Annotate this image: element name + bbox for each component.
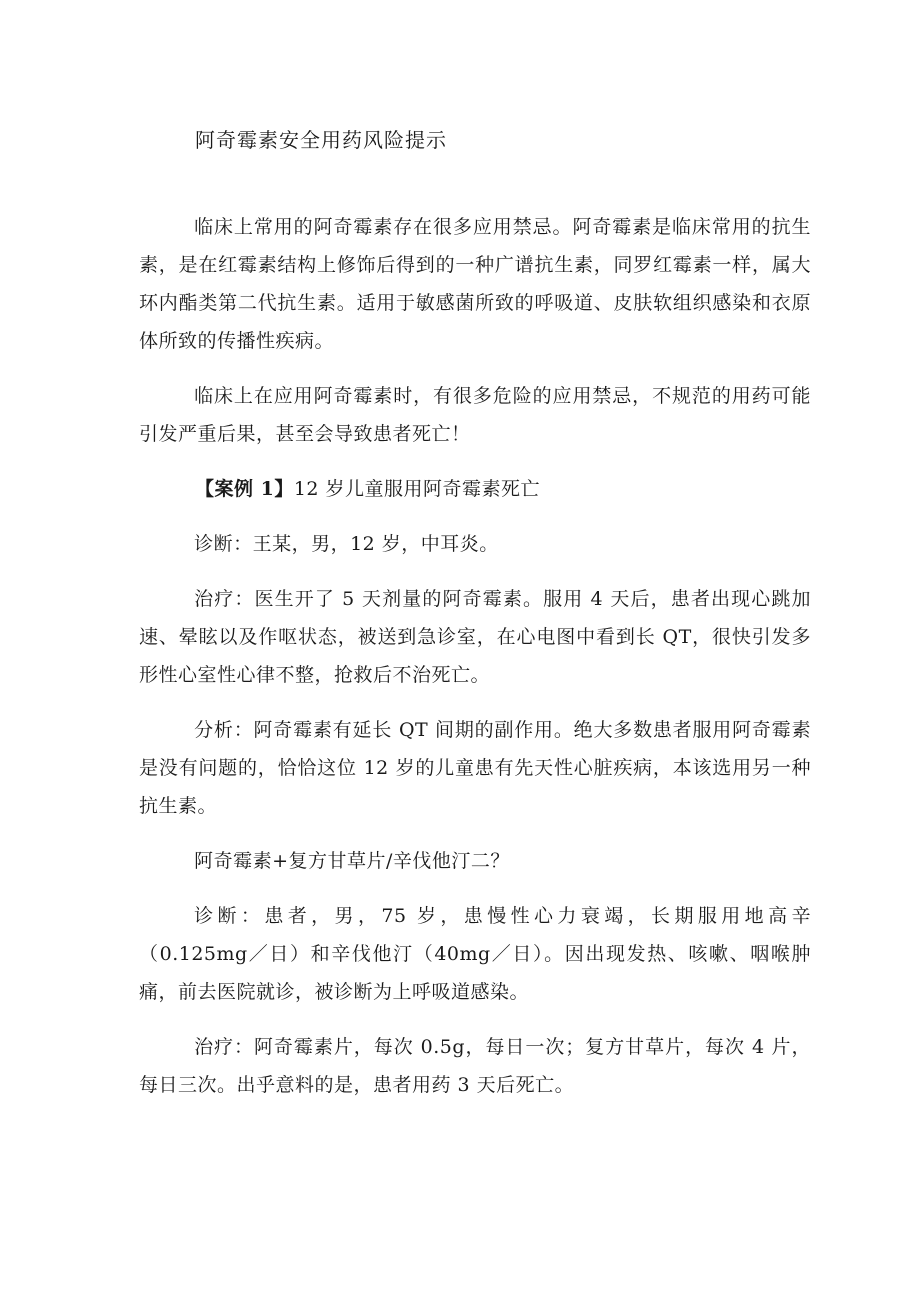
case1-heading: 12 岁儿童服用阿奇霉素死亡 xyxy=(293,478,541,500)
case2-heading: 阿奇霉素+复方甘草片/辛伐他汀二？ xyxy=(194,850,510,872)
spacer xyxy=(139,694,811,711)
spacer xyxy=(139,162,811,208)
spacer xyxy=(139,880,811,897)
case1-diagnosis: 诊断：王某，男，12 岁，中耳炎。 xyxy=(194,533,499,555)
case2-diagnosis: 诊断：患者，男，75 岁，患慢性心力衰竭，长期服用地高辛（0.125mg／日）和辛伐他汀（40mg／日）。因出现发热、咳嗽、咽喉肿痛，前去医院就诊，被诊断为上呼吸道感染。 xyxy=(139,905,811,1003)
case1-title xyxy=(139,470,811,508)
case1-label: 【案例 1】 xyxy=(195,478,294,500)
spacer xyxy=(139,1011,811,1028)
spacer xyxy=(139,453,811,470)
document-body xyxy=(139,118,811,1104)
spacer xyxy=(139,508,811,525)
case1-treatment: 治疗：医生开了 5 天剂量的阿奇霉素。服用 4 天后，患者出现心跳加速、晕眩以及作呕状态，被送到急诊室，在心电图中看到长 QT，很快引发多形性心室性心律不整，抢救后不治死亡。 xyxy=(139,588,811,686)
spacer xyxy=(139,360,811,377)
case2-treatment: 治疗：阿奇霉素片，每次 0.5g，每日一次；复方甘草片，每次 4 片，每日三次。出乎意料的是，患者用药 3 天后死亡。 xyxy=(139,1036,811,1096)
document-title: 阿奇霉素安全用药风险提示 xyxy=(195,128,447,152)
case1-analysis: 分析：阿奇霉素有延长 QT 间期的副作用。绝大多数患者服用阿奇霉素是没有问题的，恰恰这位 12 岁的儿童患有先天性心脏疾病，本该选用另一种抗生素。 xyxy=(139,719,811,817)
intro-paragraph-2: 临床上在应用阿奇霉素时，有很多危险的应用禁忌，不规范的用药可能引发严重后果，甚至会导致患者死亡！ xyxy=(139,385,811,445)
intro-paragraph-1: 临床上常用的阿奇霉素存在很多应用禁忌。阿奇霉素是临床常用的抗生素，是在红霉素结构上修饰后得到的一种广谱抗生素，同罗红霉素一样，属大环内酯类第二代抗生素。适用于敏感菌所致的呼吸道、皮肤软组织感染和衣原体所致的传播性疾病。 xyxy=(139,216,811,352)
spacer xyxy=(139,563,811,580)
spacer xyxy=(139,825,811,842)
